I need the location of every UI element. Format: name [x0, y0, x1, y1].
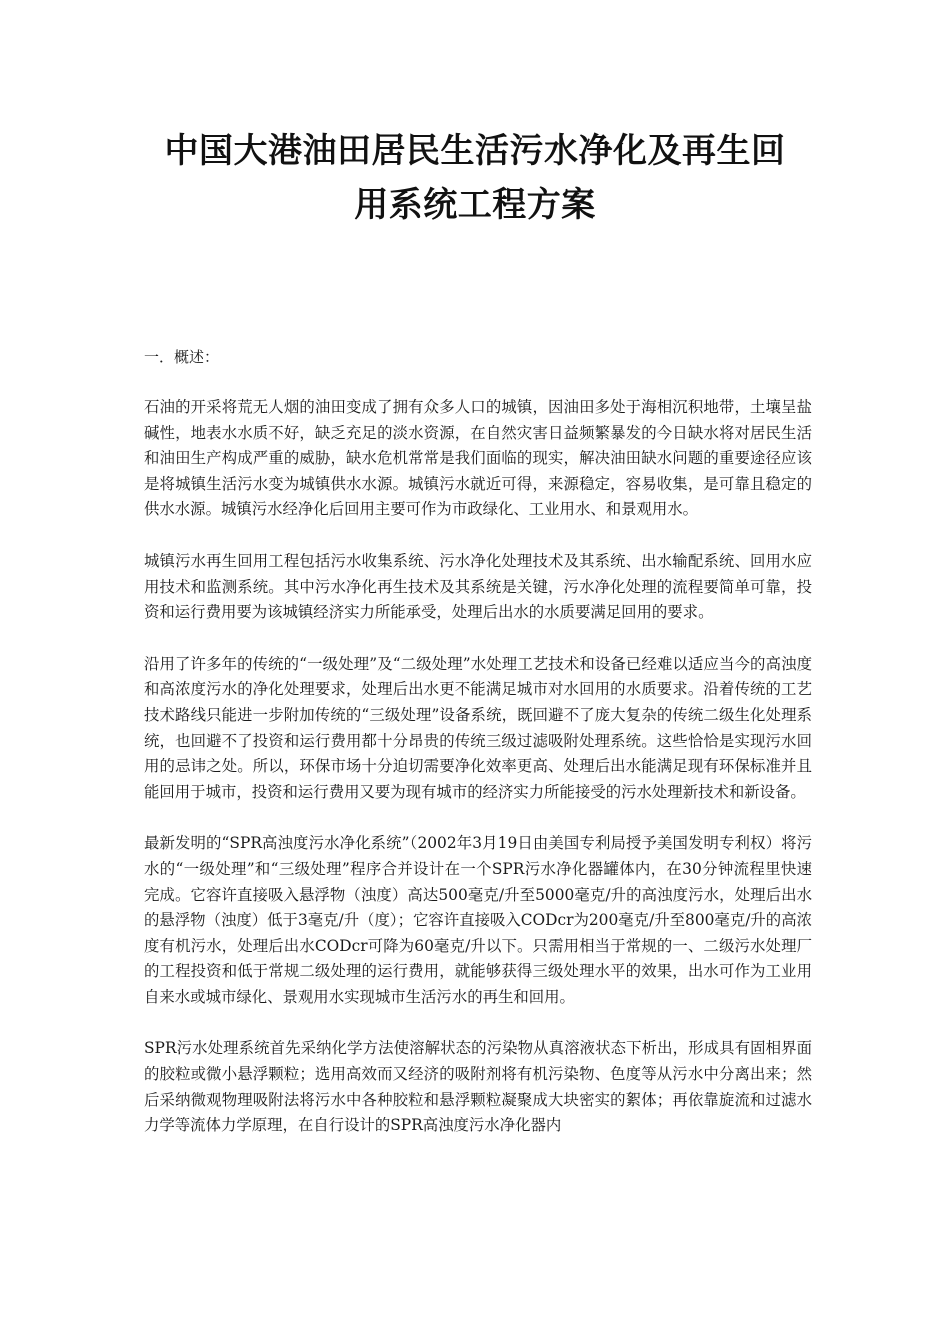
title-line-1: 中国大港油田居民生活污水净化及再生回: [164, 131, 786, 171]
title-line-2: 用系统工程方案: [354, 185, 596, 225]
section-heading-overview: 一．概述：: [144, 348, 220, 366]
paragraph-1: 石油的开采将荒无人烟的油田变成了拥有众多人口的城镇，因油田多处于海相沉积地带，土壤呈盐碱性，地表水水质不好，缺乏充足的淡水资源，在自然灾害日益频繁暴发的今日缺水将对居民生活和油田生产构成严重的威胁，缺水危机常常是我们面临的现实，解决油田缺水问题的重要途径应该是将城镇生活污水变为城镇供水水源。城镇污水就近可得，来源稳定，容易收集，是可靠且稳定的供水水源。城镇污水经净化后回用主要可作为市政绿化、工业用水、和景观用水。: [144, 398, 812, 519]
document-body: [144, 345, 812, 1165]
document-title: [100, 124, 850, 232]
paragraph-2: 城镇污水再生回用工程包括污水收集系统、污水净化处理技术及其系统、出水输配系统、回用水应用技术和监测系统。其中污水净化再生技术及其系统是关键，污水净化处理的流程要简单可靠，投资和运行费用要为该城镇经济实力所能承受，处理后出水的水质要满足回用的要求。: [144, 551, 812, 622]
paragraph-3: 沿用了许多年的传统的“一级处理”及“二级处理”水处理工艺技术和设备已经难以适应当今的高浊度和高浓度污水的净化处理要求，处理后出水更不能满足城市对水回用的水质要求。沿着传统的工艺技术路线只能进一步附加传统的“三级处理”设备系统，既回避不了庞大复杂的传统二级生化处理系统，也回避不了投资和运行费用都十分昂贵的传统三级过滤吸附处理系统。这些恰恰是实现污水回用的忌讳之处。所以，环保市场十分迫切需要净化效率更高、处理后出水能满足现有环保标准并且能回用于城市，投资和运行费用又要为现有城市的经济实力所能接受的污水处理新技术和新设备。: [144, 654, 812, 801]
paragraph-5: SPR污水处理系统首先采纳化学方法使溶解状态的污染物从真溶液状态下析出，形成具有固相界面的胶粒或微小悬浮颗粒；选用高效而又经济的吸附剂将有机污染物、色度等从污水中分离出来；然后采纳微观物理吸附法将污水中各种胶粒和悬浮颗粒凝聚成大块密实的絮体；再依靠旋流和过滤水力学等流体力学原理，在自行设计的SPR高浊度污水净化器内: [144, 1039, 812, 1135]
paragraph-4: 最新发明的“SPR高浊度污水净化系统”（2002年3月19日由美国专利局授予美国发明专利权）将污水的“一级处理”和“三级处理”程序合并设计在一个SPR污水净化器罐体内，在30分钟流程里快速完成。它容许直接吸入悬浮物（浊度）高达500毫克/升至5000毫克/升的高浊度污水，处理后出水的悬浮物（浊度）低于3毫克/升（度）；它容许直接吸入CODcr为200毫克/升至800毫克/升的高浓度有机污水，处理后出水CODcr可降为60毫克/升以下。只需用相当于常规的一、二级污水处理厂的工程投资和低于常规二级处理的运行费用，就能够获得三级处理水平的效果，出水可作为工业用自来水或城市绿化、景观用水实现城市生活污水的再生和回用。: [144, 834, 812, 1006]
